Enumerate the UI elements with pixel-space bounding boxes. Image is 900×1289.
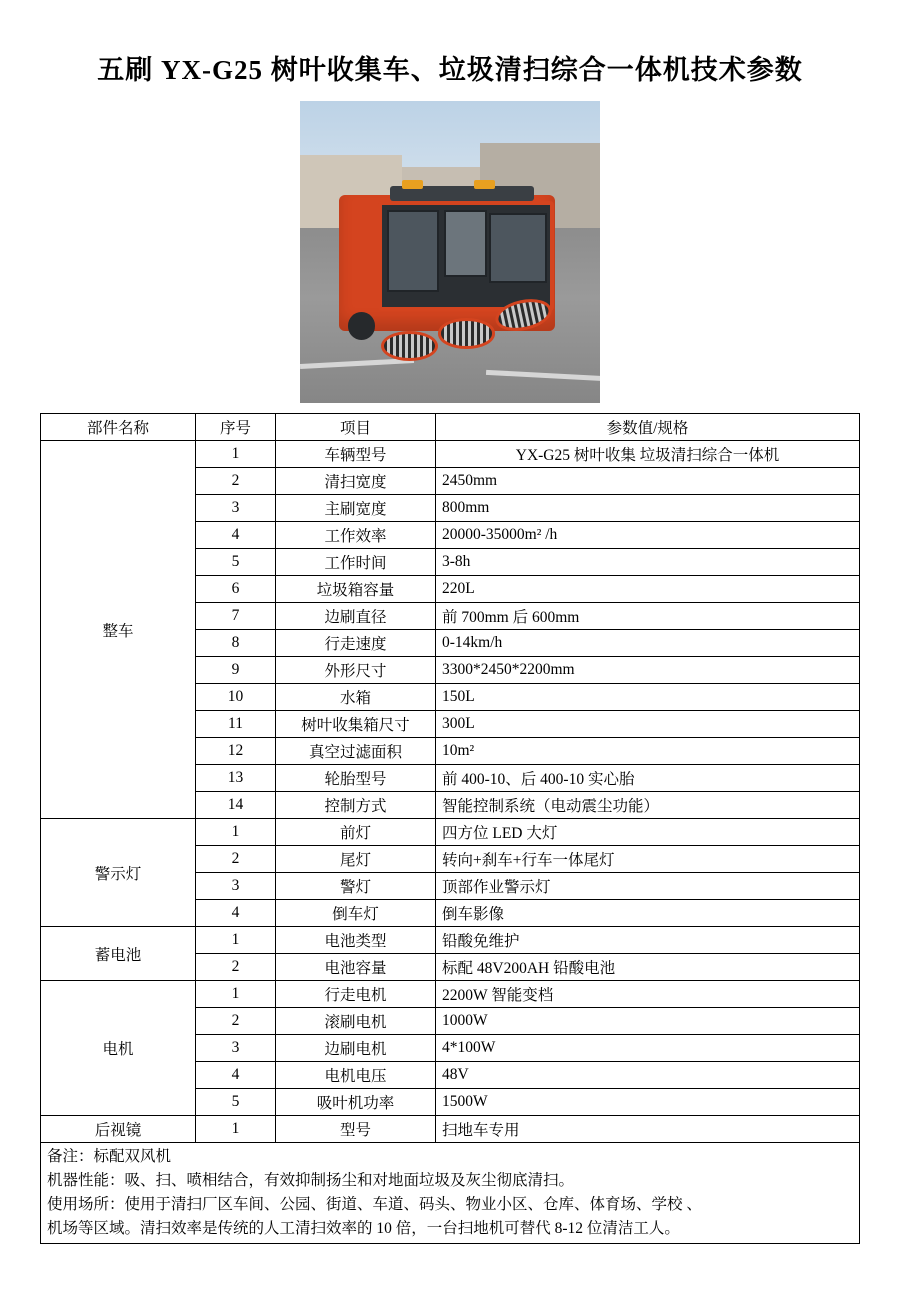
cell-index: 11 [196, 711, 276, 738]
table-footer-notes [41, 1143, 860, 1244]
cell-value: 48V [436, 1062, 860, 1089]
page-title: 五刷 YX-G25 树叶收集车、垃圾清扫综合一体机技术参数 [97, 55, 803, 85]
cell-item: 电机电压 [276, 1062, 436, 1089]
cell-value: 220L [436, 576, 860, 603]
cell-value: 前 400-10、后 400-10 实心胎 [436, 765, 860, 792]
cell-item: 边刷直径 [276, 603, 436, 630]
table-row [41, 981, 860, 1008]
cell-index: 1 [196, 1116, 276, 1143]
cell-item: 行走速度 [276, 630, 436, 657]
cell-index: 4 [196, 1062, 276, 1089]
cell-index: 8 [196, 630, 276, 657]
cell-part-name: 警示灯 [41, 819, 196, 927]
cell-index: 4 [196, 900, 276, 927]
column-header-part: 部件名称 [41, 414, 196, 441]
product-photo-container [40, 101, 860, 403]
photo-cabin-window [444, 210, 487, 277]
cell-value: 转向+刹车+行车一体尾灯 [436, 846, 860, 873]
cell-part-name: 后视镜 [41, 1116, 196, 1143]
cell-index: 1 [196, 441, 276, 468]
photo-cabin-window [387, 210, 439, 293]
table-header-row [41, 414, 860, 441]
cell-value: 顶部作业警示灯 [436, 873, 860, 900]
photo-cabin-window [489, 213, 547, 283]
cell-item: 清扫宽度 [276, 468, 436, 495]
cell-value: 10m² [436, 738, 860, 765]
sweeper-vehicle-photo [300, 101, 600, 403]
note-line: 机场等区域。清扫效率是传统的人工清扫效率的 10 倍，一台扫地机可替代 8-12 位清洁工人。 [47, 1220, 680, 1238]
cell-index: 6 [196, 576, 276, 603]
cell-value: 1000W [436, 1008, 860, 1035]
cell-part-name: 整车 [41, 441, 196, 819]
table-row [41, 927, 860, 954]
table-header [41, 414, 860, 441]
notes-row [41, 1143, 860, 1244]
cell-value: 智能控制系统（电动震尘功能） [436, 792, 860, 819]
cell-index: 2 [196, 846, 276, 873]
cell-index: 5 [196, 549, 276, 576]
cell-index: 3 [196, 873, 276, 900]
cell-value: 扫地车专用 [436, 1116, 860, 1143]
cell-index: 13 [196, 765, 276, 792]
cell-value: 2450mm [436, 468, 860, 495]
table-row [41, 441, 860, 468]
cell-item: 边刷电机 [276, 1035, 436, 1062]
cell-item: 外形尺寸 [276, 657, 436, 684]
cell-item: 警灯 [276, 873, 436, 900]
cell-value: YX-G25 树叶收集 垃圾清扫综合一体机 [436, 441, 860, 468]
cell-item: 前灯 [276, 819, 436, 846]
cell-item: 真空过滤面积 [276, 738, 436, 765]
notes-cell [41, 1143, 860, 1244]
cell-item: 主刷宽度 [276, 495, 436, 522]
cell-index: 1 [196, 819, 276, 846]
cell-index: 9 [196, 657, 276, 684]
photo-wheel [348, 312, 375, 339]
cell-item: 电池容量 [276, 954, 436, 981]
document-page [0, 48, 900, 1289]
note-line: 机器性能：吸、扫、喷相结合，有效抑制扬尘和对地面垃圾及灰尘彻底清扫。 [47, 1172, 575, 1190]
cell-value: 0-14km/h [436, 630, 860, 657]
cell-value: 4*100W [436, 1035, 860, 1062]
cell-index: 3 [196, 495, 276, 522]
photo-warning-beacon [474, 180, 495, 189]
cell-value: 倒车影像 [436, 900, 860, 927]
cell-index: 1 [196, 927, 276, 954]
cell-index: 1 [196, 981, 276, 1008]
cell-index: 12 [196, 738, 276, 765]
cell-value: 铅酸免维护 [436, 927, 860, 954]
cell-index: 2 [196, 954, 276, 981]
cell-item: 水箱 [276, 684, 436, 711]
cell-value: 1500W [436, 1089, 860, 1116]
cell-part-name: 蓄电池 [41, 927, 196, 981]
cell-item: 控制方式 [276, 792, 436, 819]
cell-index: 2 [196, 1008, 276, 1035]
cell-item: 工作效率 [276, 522, 436, 549]
table-row [41, 1116, 860, 1143]
cell-item: 垃圾箱容量 [276, 576, 436, 603]
cell-value: 800mm [436, 495, 860, 522]
cell-value: 150L [436, 684, 860, 711]
cell-value: 300L [436, 711, 860, 738]
table-body [41, 441, 860, 1143]
note-line: 备注：标配双风机 [47, 1148, 172, 1165]
table-row [41, 819, 860, 846]
cell-item: 电池类型 [276, 927, 436, 954]
column-header-no: 序号 [196, 414, 276, 441]
cell-value: 20000-35000m² /h [436, 522, 860, 549]
cell-index: 4 [196, 522, 276, 549]
cell-item: 车辆型号 [276, 441, 436, 468]
cell-item: 树叶收集箱尺寸 [276, 711, 436, 738]
cell-index: 14 [196, 792, 276, 819]
cell-value: 四方位 LED 大灯 [436, 819, 860, 846]
cell-index: 3 [196, 1035, 276, 1062]
note-line: 使用场所：使用于清扫厂区车间、公园、街道、车道、码头、物业小区、仓库、体育场、学校 、 [47, 1196, 702, 1214]
cell-value: 标配 48V200AH 铅酸电池 [436, 954, 860, 981]
cell-index: 10 [196, 684, 276, 711]
photo-warning-beacon [402, 180, 423, 189]
cell-value: 3-8h [436, 549, 860, 576]
photo-side-brush [381, 331, 438, 361]
cell-index: 2 [196, 468, 276, 495]
specifications-table [40, 413, 860, 1244]
cell-item: 滚刷电机 [276, 1008, 436, 1035]
cell-item: 吸叶机功率 [276, 1089, 436, 1116]
cell-value: 前 700mm 后 600mm [436, 603, 860, 630]
cell-index: 7 [196, 603, 276, 630]
cell-item: 尾灯 [276, 846, 436, 873]
cell-index: 5 [196, 1089, 276, 1116]
photo-side-brush [438, 318, 495, 348]
cell-value: 3300*2450*2200mm [436, 657, 860, 684]
cell-value: 2200W 智能变档 [436, 981, 860, 1008]
cell-part-name: 电机 [41, 981, 196, 1116]
column-header-item: 项目 [276, 414, 436, 441]
cell-item: 型号 [276, 1116, 436, 1143]
cell-item: 倒车灯 [276, 900, 436, 927]
column-header-value: 参数值/规格 [436, 414, 860, 441]
cell-item: 行走电机 [276, 981, 436, 1008]
cell-item: 轮胎型号 [276, 765, 436, 792]
cell-item: 工作时间 [276, 549, 436, 576]
